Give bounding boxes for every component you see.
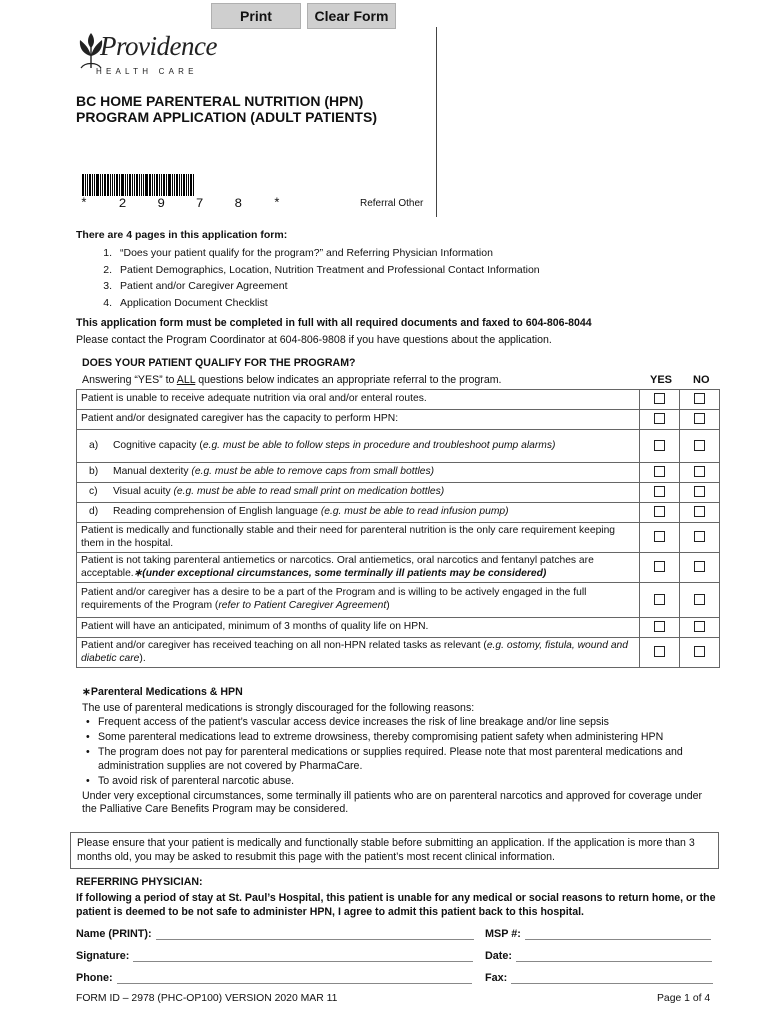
table-row: Patient will have an anticipated, minimum of 3 months of quality life on HPN. <box>77 618 720 638</box>
medications-body: The use of parenteral medications is strongly discouraged for the following reasons: • Frequent access of the patient’s vascular access device increases the risk of line breakage and/or line sepsis • Some parenteral medications lead to extreme drowsiness, thereby compromising patient safety when administering HPN • The program does not pay for parenteral medications or supplies required. Please note that most parenteral medications and administration supplies are not covered by PharmaCare. • To avoid risk of parenteral narcotic abuse. Under very exceptional circumstances, some terminally ill patients who are on parenteral narcotics and approved for coverage under the Palliative Care Benefits Program may be considered. <box>82 702 718 817</box>
qualify-heading: DOES YOUR PATIENT QUALIFY FOR THE PROGRAM? <box>82 357 356 369</box>
no-column-header: NO <box>693 374 710 386</box>
table-row: Patient and/or designated caregiver has the capacity to perform HPN: <box>77 410 720 430</box>
q7-no-checkbox[interactable] <box>694 646 705 657</box>
name-field[interactable]: Name (PRINT): <box>76 928 474 940</box>
q2-yes-checkbox[interactable] <box>654 413 665 424</box>
barcode-number: * 2 9 7 8 * <box>80 196 293 211</box>
form-title: BC HOME PARENTERAL NUTRITION (HPN) PROGRAM APPLICATION (ADULT PATIENTS) <box>76 93 377 125</box>
physician-statement: If following a period of stay at St. Paul’s Hospital, this patient is unable for any medical or social reasons to return home, or the patient is deemed to be not safe to administer HPN, I agree to admit this patient back to this hospital. <box>76 892 716 918</box>
table-row: Patient and/or caregiver has a desire to be a part of the Program and is willing to be actively engaged in the full requirements of the Program (refer to Patient Caregiver Agreement) <box>77 583 720 618</box>
q2c-no-checkbox[interactable] <box>694 486 705 497</box>
q5-no-checkbox[interactable] <box>694 594 705 605</box>
yes-column-header: YES <box>650 374 673 386</box>
table-row: c) Visual acuity (e.g. must be able to read small print on medication bottles) <box>77 483 720 503</box>
logo-subtitle: HEALTH CARE <box>96 67 198 76</box>
fax-requirement: This application form must be completed in full with all required documents and faxed to 604-806-8044 <box>76 317 592 329</box>
q7-yes-checkbox[interactable] <box>654 646 665 657</box>
q1-yes-checkbox[interactable] <box>654 393 665 404</box>
list-item: • The program does not pay for parenteral medications or supplies required. Please note that most parenteral medications and administration supplies are not covered by PharmaCare. <box>82 746 718 773</box>
table-row: d) Reading comprehension of English language (e.g. must be able to read infusion pump) <box>77 503 720 523</box>
signature-field[interactable]: Signature: <box>76 950 473 962</box>
list-item: 2. Patient Demographics, Location, Nutrition Treatment and Professional Contact Information <box>103 263 540 276</box>
pages-list <box>76 245 540 311</box>
table-row: Patient is unable to receive adequate nutrition via oral and/or enteral routes. <box>77 390 720 410</box>
print-button[interactable]: Print <box>211 3 301 29</box>
q2b-yes-checkbox[interactable] <box>654 466 665 477</box>
logo-wordmark: Providence <box>100 31 217 61</box>
stability-note: Please ensure that your patient is medically and functionally stable before submitting an application. If the application is more than 3 months old, you may be asked to resubmit this page with the patient’s most recent clinical information. <box>70 832 719 869</box>
table-row: a) Cognitive capacity (e.g. must be able to follow steps in procedure and troubleshoot pump alarms) <box>77 430 720 463</box>
list-item: • Some parenteral medications lead to extreme drowsiness, thereby compromising patient safety when administering HPN <box>82 731 718 744</box>
table-row: b) Manual dexterity (e.g. must be able to remove caps from small bottles) <box>77 463 720 483</box>
qualify-instructions: Answering “YES” to ALL questions below indicates an appropriate referral to the program. <box>82 374 502 386</box>
medications-title: ∗Parenteral Medications & HPN <box>82 686 243 698</box>
q4-no-checkbox[interactable] <box>694 561 705 572</box>
q2d-yes-checkbox[interactable] <box>654 506 665 517</box>
barcode-image <box>82 174 195 196</box>
list-item: 1. “Does your patient qualify for the program?” and Referring Physician Information <box>103 247 493 259</box>
q2-no-checkbox[interactable] <box>694 413 705 424</box>
referral-label: Referral Other <box>360 198 424 209</box>
list-item: • Frequent access of the patient’s vascular access device increases the risk of line breakage and/or line sepsis <box>82 716 718 729</box>
q2b-no-checkbox[interactable] <box>694 466 705 477</box>
page-number: Page 1 of 4 <box>657 993 711 1004</box>
fax-field[interactable]: Fax: <box>485 972 713 984</box>
q4-yes-checkbox[interactable] <box>654 561 665 572</box>
q1-no-checkbox[interactable] <box>694 393 705 404</box>
q2a-yes-checkbox[interactable] <box>654 440 665 451</box>
table-row: Patient is not taking parenteral antiemetics or narcotics. Oral antiemetics, oral narcotics and fentanyl patches are acceptable.∗(under exceptional circumstances, some terminally ill patients may be considered) <box>77 553 720 583</box>
q2d-no-checkbox[interactable] <box>694 506 705 517</box>
phone-field[interactable]: Phone: <box>76 972 472 984</box>
q2c-yes-checkbox[interactable] <box>654 486 665 497</box>
table-row: Patient and/or caregiver has received teaching on all non-HPN related tasks as relevant (e.g. ostomy, fistula, wound and diabetic care). <box>77 638 720 668</box>
header-divider <box>436 27 437 217</box>
qualification-table <box>76 389 720 668</box>
form-id: FORM ID – 2978 (PHC-OP100) VERSION 2020 MAR 11 <box>76 993 338 1004</box>
contact-info: Please contact the Program Coordinator at 604-806-9808 if you have questions about the application. <box>76 334 552 346</box>
list-item: 4. Application Document Checklist <box>103 296 268 309</box>
msp-field[interactable]: MSP #: <box>485 928 711 940</box>
q6-yes-checkbox[interactable] <box>654 621 665 632</box>
q3-yes-checkbox[interactable] <box>654 531 665 542</box>
date-field[interactable]: Date: <box>485 950 712 962</box>
list-item: 3. Patient and/or Caregiver Agreement <box>103 280 288 293</box>
physician-heading: REFERRING PHYSICIAN: <box>76 876 203 888</box>
q6-no-checkbox[interactable] <box>694 621 705 632</box>
list-item: • To avoid risk of parenteral narcotic abuse. <box>82 775 718 788</box>
clear-form-button[interactable]: Clear Form <box>307 3 396 29</box>
table-row: Patient is medically and functionally stable and their need for parenteral nutrition is the only care requirement keeping them in the hospital. <box>77 523 720 553</box>
q5-yes-checkbox[interactable] <box>654 594 665 605</box>
q3-no-checkbox[interactable] <box>694 531 705 542</box>
pages-heading: There are 4 pages in this application form: <box>76 229 288 241</box>
q2a-no-checkbox[interactable] <box>694 440 705 451</box>
